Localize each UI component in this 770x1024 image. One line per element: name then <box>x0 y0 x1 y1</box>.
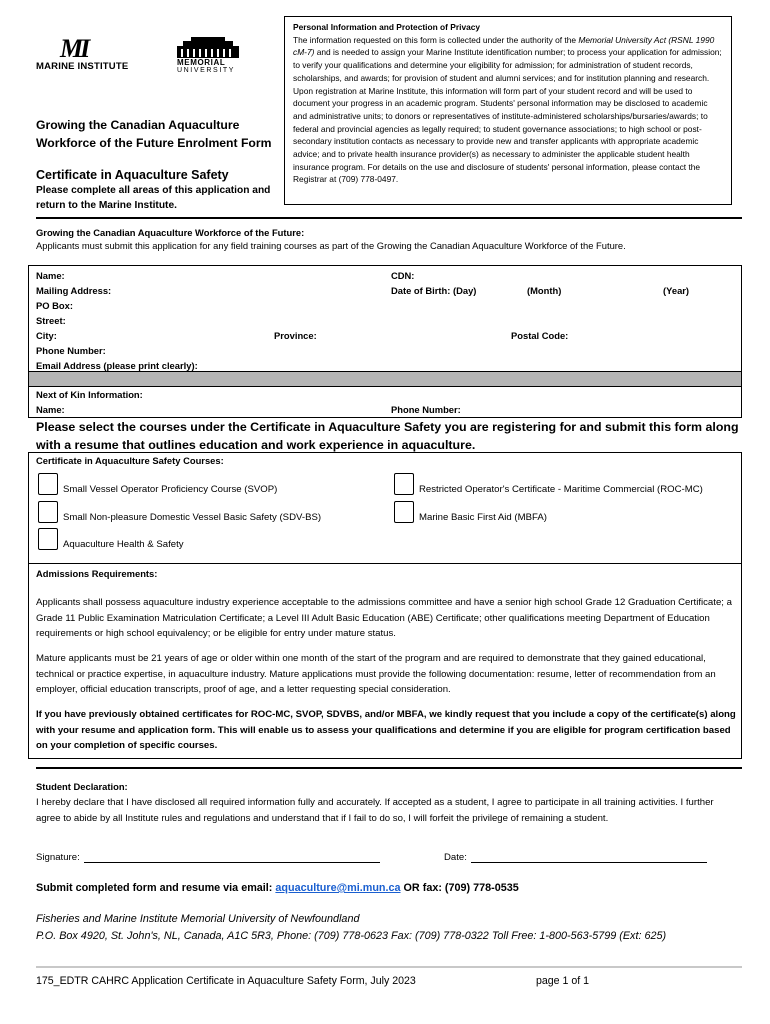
courses-heading: Certificate in Aquaculture Safety Courses: <box>36 455 224 466</box>
gray-separator <box>29 372 741 386</box>
mi-logo-mark: MI <box>60 34 88 63</box>
province-field[interactable]: Province: <box>274 330 317 341</box>
name-field[interactable]: Name: <box>36 270 65 281</box>
admissions-paragraph-2: Mature applicants must be 21 years of age or older within one month of the start of the program and are required to demonstrate that they gained educational, technical or practice expertise, in aquaculture industry. Mature applications must provide the following documentation: resume, letter of recommendation from an employer, official education transcripts, proof of age, and a letter requesting special consideration. <box>36 653 716 695</box>
form-subtitle: Certificate in Aquaculture Safety <box>36 168 229 182</box>
mbfa-checkbox[interactable] <box>394 501 414 523</box>
course-selection-note: Please select the courses under the Certificate in Aquaculture Safety you are registering for and submit this form along with a resume that outlines education and work experience in aquaculture. <box>36 420 739 452</box>
declaration-heading: Student Declaration: <box>36 781 128 792</box>
gcaw-heading: Growing the Canadian Aquaculture Workforce of the Future: <box>36 227 305 238</box>
signature-field[interactable] <box>36 852 380 863</box>
submit-suffix: OR fax: (709) 778-0535 <box>400 882 519 894</box>
date-field[interactable] <box>444 852 707 863</box>
row-line <box>29 371 741 372</box>
institute-name: Fisheries and Marine Institute Memorial University of Newfoundland <box>36 913 360 925</box>
dob-year-field[interactable]: (Year) <box>663 285 690 296</box>
postal-code-field[interactable]: Postal Code: <box>511 330 569 341</box>
mun-logo-line2: UNIVERSITY <box>177 67 236 74</box>
marine-institute-logo <box>36 34 136 74</box>
divider <box>36 217 742 219</box>
email-field[interactable]: Email Address (please print clearly): <box>36 360 198 371</box>
phone-field[interactable]: Phone Number: <box>36 345 106 356</box>
row-line <box>29 386 741 387</box>
page-number: page 1 of 1 <box>536 975 590 987</box>
form-instructions: Please complete all areas of this application and return to the Marine Institute. <box>36 185 271 211</box>
mun-logo-line1: MEMORIAL <box>177 58 226 67</box>
form-id: 175_EDTR CAHRC Application Certificate in Aquaculture Safety Form, July 2023 <box>36 975 416 987</box>
divider <box>36 767 742 769</box>
rocmc-checkbox[interactable] <box>394 473 414 495</box>
courses-section <box>28 452 742 564</box>
mi-logo-text: MARINE INSTITUTE <box>36 61 129 72</box>
svop-checkbox[interactable] <box>38 473 58 495</box>
svop-label: Small Vessel Operator Proficiency Course (SVOP) <box>63 484 278 495</box>
date-label: Date: <box>444 852 467 863</box>
personal-info-section <box>28 265 742 418</box>
street-field[interactable]: Street: <box>36 315 66 326</box>
ahs-label: Aquaculture Health & Safety <box>63 539 184 550</box>
submit-prefix: Submit completed form and resume via email: <box>36 882 276 894</box>
privacy-intro: The information requested on this form is collected under the authority of the <box>293 34 579 45</box>
privacy-notice <box>284 16 732 205</box>
mailing-address-label: Mailing Address: <box>36 285 112 296</box>
dob-month-field[interactable]: (Month) <box>527 285 562 296</box>
memorial-university-logo <box>177 36 247 76</box>
sdvbs-label: Small Non-pleasure Domestic Vessel Basic Safety (SDV-BS) <box>63 512 322 523</box>
institute-address: P.O. Box 4920, St. John's, NL, Canada, A1C 5R3, Phone: (709) 778-0623 Fax: (709) 778-0322 Toll Free: 1-800-563-5799 (Ext: 625) <box>36 930 667 942</box>
memorial-building-icon <box>177 36 239 58</box>
cdn-field[interactable]: CDN: <box>391 270 415 281</box>
admissions-heading: Admissions Requirements: <box>36 568 158 579</box>
admissions-paragraph-3: If you have previously obtained certificates for ROC-MC, SVOP, SDVBS, and/or MBFA, we kindly request that you include a copy of the certificate(s) along with your resume and application form. This will enable us to assess your qualifications and determine if you are eligible for program certification based on your completion of specific courses. <box>36 709 736 751</box>
kin-phone-field[interactable]: Phone Number: <box>391 404 461 415</box>
admissions-paragraph-1: Applicants shall possess aquaculture industry experience acceptable to the admissions committee and have a senior high school Grade 12 Graduation Certificate; a Grade 11 Public Examination Matriculation Certificate; a Level III Adult Basic Education (ABE) Certificate; other qualifications meeting Department of Education requirements or high school equivalency; or be eligible for entry under mature status. <box>36 597 732 639</box>
email-link[interactable]: aquaculture@mi.mun.ca <box>275 882 401 894</box>
signature-label: Signature: <box>36 852 80 863</box>
date-line[interactable] <box>471 852 707 863</box>
form-title: Growing the Canadian Aquaculture Workforce of the Future Enrolment Form <box>36 118 272 150</box>
declaration-text: I hereby declare that I have disclosed all required information fully and accurately. If accepted as a student, I agree to participate in all training activities. I further agree to abide by all Institute rules and regulations and understand that if I fail to do so, I will forfeit the privilege of remaining a student. <box>36 797 714 824</box>
next-of-kin-heading: Next of Kin Information: <box>36 389 143 400</box>
ahs-checkbox[interactable] <box>38 528 58 550</box>
city-field[interactable]: City: <box>36 330 57 341</box>
po-box-field[interactable]: PO Box: <box>36 300 73 311</box>
rocmc-label: Restricted Operator's Certificate - Maritime Commercial (ROC-MC) <box>419 484 703 495</box>
submit-instructions <box>36 882 519 894</box>
footer-divider <box>36 966 742 968</box>
privacy-body: and is needed to assign your Marine Institute identification number; to process your application for admission; to verify your qualifications and determine your eligibility for admission; for administration of student records, scholarships, and awards; for provision of student and alumni services; and for institution planning and research. Upon registration at Marine Institute, this information will form part of your student record and will be used to document your progress in an academic program. Students' personal information may be disclosed to academic and administrative units; to donors or representatives of institute-administered scholarships/bursaries/awards; to federal and provincial agencies as legally required; to student governance associations; to high school or post-secondary institution contacts as necessary to provide new and transfer applicants with appropriate academic advice; and to private health insurance provider(s) as necessary to administer the applicable student health insurance program. For details on the use and disclosure of students' personal information, please contact the Registrar at (709) 778-0497. <box>293 47 722 185</box>
sdvbs-checkbox[interactable] <box>38 501 58 523</box>
mbfa-label: Marine Basic First Aid (MBFA) <box>419 512 547 523</box>
privacy-heading: Personal Information and Protection of Privacy <box>293 22 481 32</box>
privacy-act: Memorial University Act (RSNL 1990 cM-7) <box>293 34 715 58</box>
gcaw-text: Applicants must submit this application for any field training courses as part of the Growing the Canadian Aquaculture Workforce of the Future. <box>36 240 626 251</box>
signature-line[interactable] <box>84 852 380 863</box>
dob-day-field[interactable]: Date of Birth: (Day) <box>391 285 477 296</box>
kin-name-field[interactable]: Name: <box>36 404 65 415</box>
